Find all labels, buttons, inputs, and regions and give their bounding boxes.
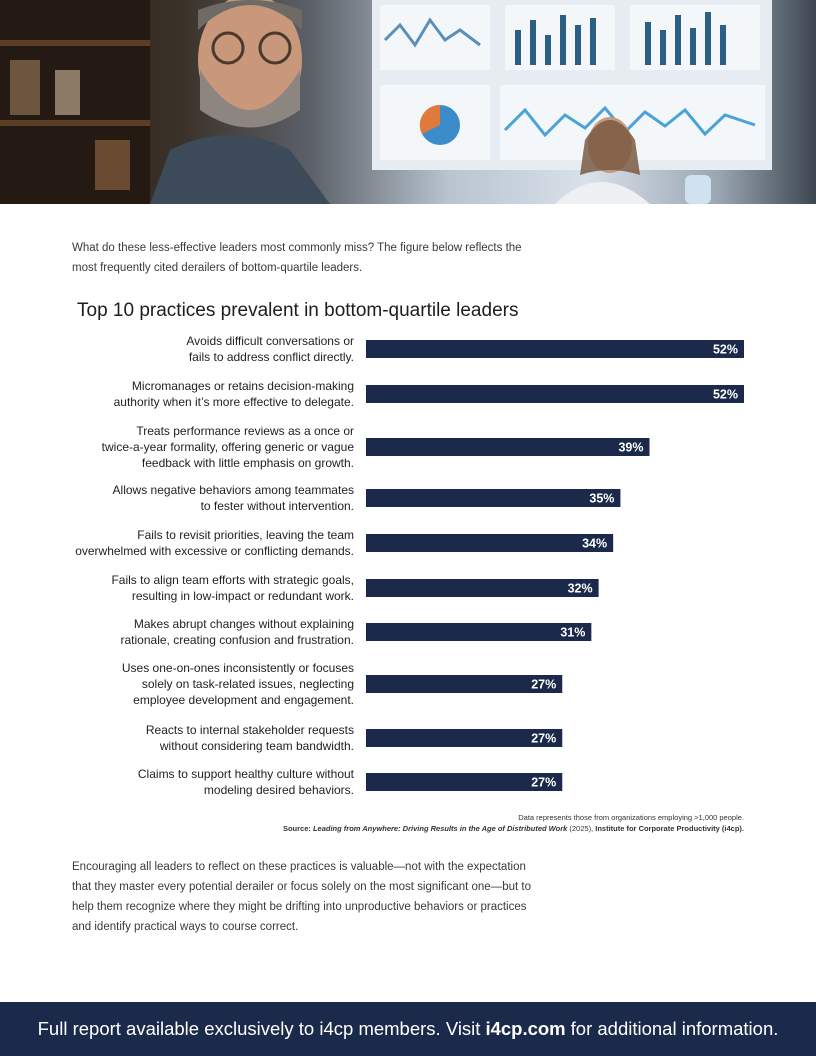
intro-paragraph: What do these less-effective leaders most commonly miss? The figure below reflects the most frequently cited derailers of bottom-quartile leaders. (72, 242, 522, 274)
footer-text-after: for additional information. (570, 1018, 779, 1039)
chart-title: Top 10 practices prevalent in bottom-quartile leaders (77, 300, 519, 321)
bar-3 (366, 438, 650, 456)
category-label-6-line-1: Fails to align team efforts with strategic goals, (111, 573, 354, 587)
bar-6 (366, 579, 599, 597)
hero-image (0, 0, 816, 204)
source-year: (2025), (567, 824, 596, 833)
category-label-9-line-2: without considering team bandwidth. (159, 739, 354, 753)
bar-value-label-7: 31% (560, 625, 586, 640)
data-note: Data represents those from organizations employing >1,000 people. (518, 813, 744, 822)
category-label-5-line-1: Fails to revisit priorities, leaving the team (137, 528, 354, 542)
category-label-6-line-2: resulting in low-impact or redundant work. (131, 589, 354, 603)
hero-illustration (0, 0, 816, 204)
bar-value-label-1: 52% (712, 342, 738, 357)
bar-4 (366, 489, 620, 507)
category-label-2-line-2: authority when it’s more effective to delegate. (113, 395, 354, 409)
category-label-4-line-2: to fester without intervention. (200, 499, 354, 513)
category-label-4-line-1: Allows negative behaviors among teammates (112, 483, 354, 497)
bar-1 (366, 340, 744, 358)
bar-chart (60, 332, 760, 802)
category-label-9-line-1: Reacts to internal stakeholder requests (145, 723, 354, 737)
bar-value-label-10: 27% (531, 775, 557, 790)
bar-5 (366, 534, 613, 552)
chart-notes (283, 812, 744, 834)
category-label-3-line-1: Treats performance reviews as a once or (136, 424, 354, 438)
bar-value-label-9: 27% (531, 731, 557, 746)
category-label-8-line-2: solely on task-related issues, neglecting (141, 677, 354, 691)
bar-value-label-2: 52% (712, 387, 738, 402)
footer-link[interactable]: i4cp.com (485, 1018, 566, 1039)
source-note (283, 823, 744, 834)
bar-value-label-3: 39% (618, 440, 644, 455)
category-label-10-line-2: modeling desired behaviors. (203, 783, 354, 797)
bar-value-label-5: 34% (582, 536, 608, 551)
source-label: Source: (282, 824, 313, 833)
outro-paragraph: Encouraging all leaders to reflect on these practices is valuable—not with the expectation that they master every potential derailer or focus solely on the most significant one—but to help them recognize where they might be drifting into unproductive behaviors or practices and identify practical ways to course correct. (72, 861, 531, 933)
category-label-5-line-2: overwhelmed with excessive or conflicting demands. (75, 544, 354, 558)
source-title: Leading from Anywhere: Driving Results in the Age of Distributed Work (312, 824, 568, 833)
category-label-7-line-1: Makes abrupt changes without explaining (133, 617, 354, 631)
bar-2 (366, 385, 744, 403)
category-label-2-line-1: Micromanages or retains decision-making (131, 379, 354, 393)
bar-value-label-6: 32% (567, 581, 593, 596)
source-org: Institute for Corporate Productivity (i4cp). (595, 824, 744, 833)
bar-7 (366, 623, 591, 641)
bar-value-label-8: 27% (531, 677, 557, 692)
category-label-1-line-2: fails to address conflict directly. (188, 350, 354, 364)
category-label-3-line-2: twice-a-year formality, offering generic or vague (101, 440, 354, 454)
category-label-8-line-3: employee development and engagement. (133, 693, 354, 707)
category-label-7-line-2: rationale, creating confusion and frustration. (120, 633, 354, 647)
footer-banner (0, 1002, 816, 1056)
category-label-8-line-1: Uses one-on-ones inconsistently or focuses (121, 661, 354, 675)
bar-value-label-4: 35% (589, 491, 615, 506)
category-label-1-line-1: Avoids difficult conversations or (186, 334, 354, 348)
category-label-3-line-3: feedback with little emphasis on growth. (141, 456, 354, 470)
footer-text-before: Full report available exclusively to i4cp members. Visit (37, 1018, 481, 1039)
category-label-10-line-1: Claims to support healthy culture without (137, 767, 354, 781)
